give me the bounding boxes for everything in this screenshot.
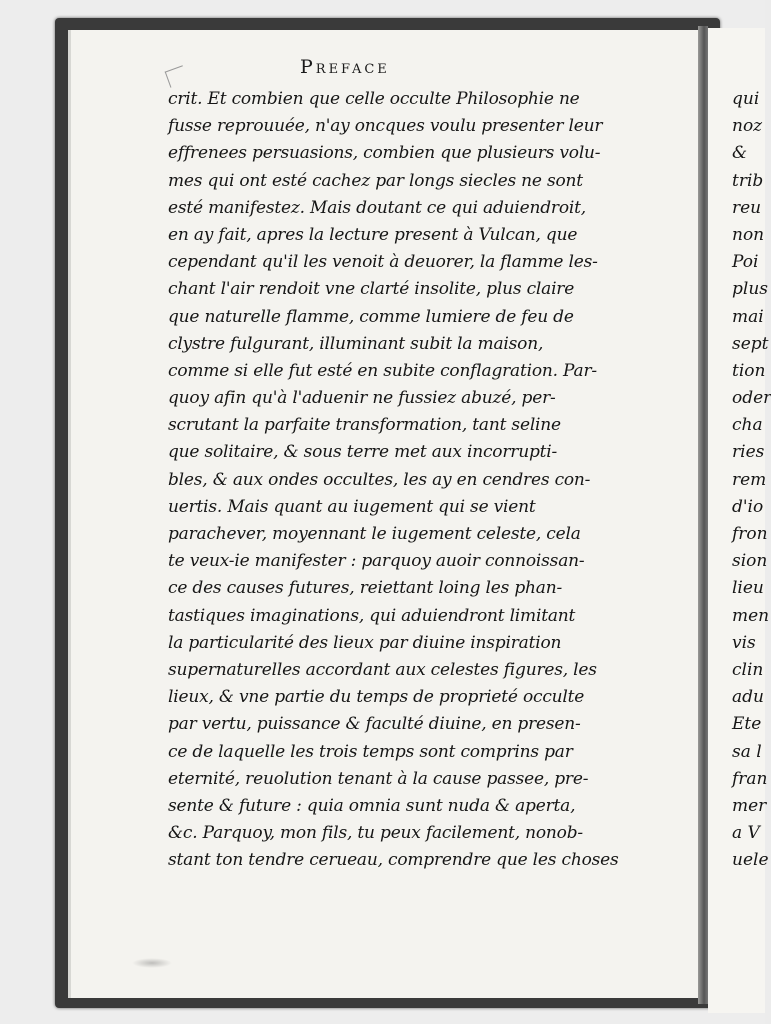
fragment-line: & — [732, 143, 748, 164]
text-line: comme si elle fut esté en subite conflagration. Par- — [168, 360, 597, 381]
text-line: effrenees persuasions, combien que plusieurs volu- — [168, 143, 601, 164]
fragment-line: noz — [732, 116, 763, 137]
fragment-line: trib — [732, 170, 764, 191]
text-line: ce de laquelle les trois temps sont comprins par — [168, 741, 573, 762]
fragment-line: sion — [732, 551, 768, 572]
fragment-line: Poi — [732, 252, 759, 273]
text-line: crit. Et combien que celle occulte Philosophie ne — [168, 89, 580, 109]
fragment-line: ries — [732, 442, 765, 463]
text-line: scrutant la parfaite transformation, tant seline — [168, 415, 561, 436]
text-line: par vertu, puissance & faculté diuine, en presen- — [168, 714, 581, 735]
text-line: eternité, reuolution tenant à la cause passee, pre- — [168, 768, 589, 789]
fragment-line: qui — [732, 89, 760, 109]
fragment-line: sa l — [732, 741, 762, 762]
text-line: lieux, & vne partie du temps de proprieté occulte — [168, 687, 585, 708]
text-line: la particularité des lieux par diuine inspiration — [168, 632, 562, 653]
text-line: quoy afin qu'à l'aduenir ne fussiez abuzé, per- — [168, 388, 556, 409]
text-line: supernaturelles accordant aux celestes figures, les — [168, 659, 597, 680]
text-line: que solitaire, & sous terre met aux incorrupti- — [168, 442, 558, 463]
fragment-line: plus — [732, 279, 768, 300]
fragment-line: Ete — [732, 714, 762, 735]
text-line: esté manifestez. Mais doutant ce qui aduiendroit, — [168, 197, 586, 218]
body-text — [168, 86, 668, 874]
fragment-line: fron — [732, 524, 768, 544]
text-line: clystre fulgurant, illuminant subit la maison, — [168, 333, 544, 354]
text-line: uertis. Mais quant au iugement qui se vient — [168, 496, 536, 517]
fragment-line: clin — [732, 659, 764, 680]
text-line: &c. Parquoy, mon fils, tu peux facilement, nonob- — [168, 823, 583, 844]
fragment-line: adu — [732, 687, 764, 708]
ink-smudge — [132, 958, 172, 968]
right-page-text — [732, 86, 771, 874]
text-line: chant l'air rendoit vne clarté insolite, plus claire — [168, 279, 575, 300]
fragment-line: a V — [732, 823, 760, 844]
fragment-line: sept — [732, 333, 769, 354]
text-line: sente & future : quia omnia sunt nuda & aperta, — [168, 795, 576, 816]
text-line: mes qui ont esté cachez par longs siecles ne sont — [168, 170, 583, 191]
text-line: bles, & aux ondes occultes, les ay en cendres con- — [168, 469, 591, 490]
fragment-line: d'io — [732, 496, 764, 517]
fragment-line: reu — [732, 197, 762, 218]
fragment-line: oder — [732, 388, 771, 409]
text-line: tastiques imaginations, qui aduiendront limitant — [168, 605, 576, 626]
text-line: ce des causes futures, reiettant loing les phan- — [168, 578, 563, 599]
fragment-line: tion — [732, 360, 766, 381]
fragment-line: men — [732, 605, 770, 626]
fragment-line: non — [732, 224, 765, 245]
fragment-line: mer — [732, 795, 767, 816]
fragment-line: rem — [732, 469, 767, 490]
fragment-line: fran — [732, 768, 768, 789]
fragment-line: cha — [732, 415, 763, 436]
fragment-line: mai — [732, 306, 764, 327]
text-line: que naturelle flamme, comme lumiere de feu de — [168, 306, 574, 327]
text-line: stant ton tendre cerueau, comprendre que les choses — [168, 850, 619, 871]
fragment-line: uele — [732, 850, 769, 871]
fragment-line: lieu — [732, 578, 764, 599]
running-head: Preface — [300, 56, 390, 78]
text-line: fusse reprouuée, n'ay oncques voulu presenter leur — [168, 116, 603, 137]
book-gutter — [698, 26, 708, 1004]
text-line: te veux-ie manifester : parquoy auoir connoissan- — [168, 551, 585, 572]
text-line: en ay fait, apres la lecture present à Vulcan, que — [168, 224, 578, 245]
page-corner-mark — [165, 65, 189, 87]
text-line: cependant qu'il les venoit à deuorer, la flamme les- — [168, 252, 598, 273]
text-line: parachever, moyennant le iugement celeste, cela — [168, 524, 581, 544]
fragment-line: vis — [732, 632, 756, 653]
